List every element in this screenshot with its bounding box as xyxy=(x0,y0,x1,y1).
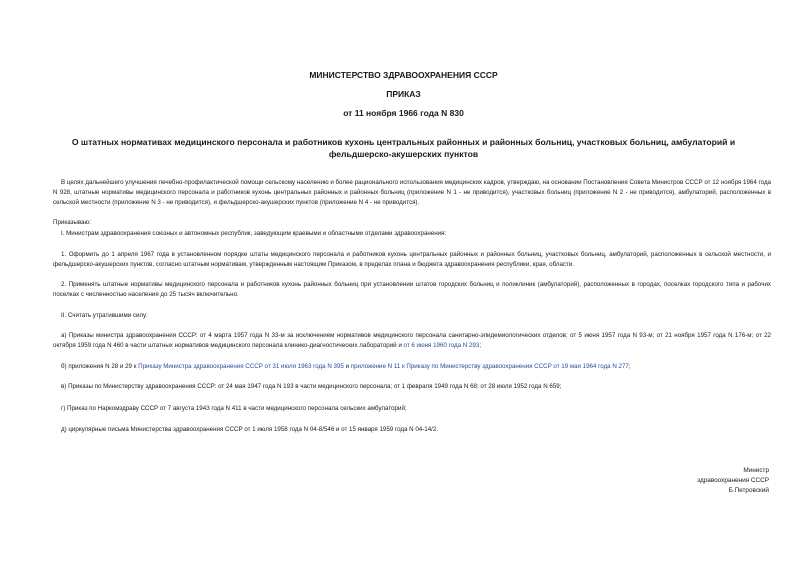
item-b-mid: и xyxy=(343,363,351,370)
signature-block xyxy=(697,466,769,496)
signature-line-ministry: здравоохранения СССР xyxy=(697,477,769,484)
item-2-paragraph: 2. Применять штатные нормативы медицинского персонала и работников кухонь районных больниц при установлении штатов городских больниц и поликлиник (амбулаторий), расположенных в городах, поселках городского типа и рабочих поселках с численностью населения до 25 тысяч включительно. xyxy=(53,281,771,298)
item-b-prefix: б) приложения N 28 и 29 к xyxy=(61,363,139,370)
item-b-paragraph xyxy=(53,362,771,372)
item-d-paragraph: г) Приказ по Наркомздраву СССР от 7 августа 1943 года N 411 в части медицинского персонала сельских амбулаторий; xyxy=(61,405,407,412)
date-number-heading: от 11 ноября 1966 года N 830 xyxy=(343,108,464,118)
signature-line-name: Б.Петровский xyxy=(728,487,769,494)
item-a-end: ; xyxy=(479,342,482,349)
item-b-link-2[interactable]: приложение N 11 к Приказу по Министерству здравоохранения СССР от 19 мая 1964 года N 277 xyxy=(350,363,629,370)
item-b-link-1[interactable]: Приказу Министра здравоохранения СССР от 31 июля 1963 года N 395 xyxy=(138,363,344,370)
item-a-text: а) Приказы министра здравоохранения СССР: от 4 марта 1957 года N 33-м за исключением нормативов медицинского персонала санитарно-эпидемиологических отделов; от 5 июня 1957 года N 93-м; от 21 ноября 1957 года N 176-м; от 22 октября 1959 года N 460 в части штатных нормативов медицинского персонала клинико-диагностических лабораторий и xyxy=(53,332,771,349)
document-subject: О штатных нормативах медицинского персонала и работников кухонь центральных районных и районных больниц, участковых больниц, амбулаторий и фельдшерско-акушерских пунктов xyxy=(71,137,736,159)
section2-title: II. Считать утратившими силу: xyxy=(61,312,148,319)
order-word: Приказываю: xyxy=(53,219,91,226)
item-b-end: ; xyxy=(628,363,631,370)
item-e-paragraph: д) циркулярные письма Министерства здравоохранения СССР от 1 июля 1958 года N 04-8/546 и от 15 января 1959 года N 04-14/2. xyxy=(61,426,439,433)
intro-paragraph: В целях дальнейшего улучшения лечебно-профилактической помощи сельскому населению и более рационального использования медицинских кадров, утверждаю, на основании Постановления Совета Министров СССР от 12 ноября 1964 года N 928, штатные нормативы медицинского персонала и работников кухонь центральных районных и районных больниц (приложение N 1 - не приводится), участковых больниц (приложение N 2 - не приводится), амбулаторий, расположенных в сельской местности (приложение N 3 - не приводится), и фельдшерско-акушерских пунктов (приложение N 4 - не приводится). xyxy=(53,179,771,206)
section1-title: I. Министрам здравоохранения союзных и автономных республик, заведующим краевыми и областными отделами здравоохранения: xyxy=(61,230,447,237)
item-a-link[interactable]: от 6 июня 1960 года N 293 xyxy=(403,342,480,349)
ministry-heading: МИНИСТЕРСТВО ЗДРАВООХРАНЕНИЯ СССР xyxy=(309,70,498,80)
item-a-paragraph xyxy=(53,331,771,351)
doc-type-heading: ПРИКАЗ xyxy=(386,89,421,99)
item-c-paragraph: в) Приказы по Министерству здравоохранения СССР: от 24 мая 1947 года N 193 в части медицинского персонала; от 1 февраля 1949 года N 68; от 28 июля 1952 года N 659; xyxy=(61,383,562,390)
signature-line-title: Министр xyxy=(743,467,769,474)
item-1-paragraph: 1. Оформить до 1 апреля 1967 года в установленном порядке штаты медицинского персонала и работников кухонь центральных районных и районных больниц, участковых больниц, амбулаторий, расположенных в сельской местности, и фельдшерско-акушерских пунктов, согласно штатным нормативам, утвержденным настоящим Приказом, в пределах плана и бюджета здравоохранения республики, края, области. xyxy=(53,251,771,268)
